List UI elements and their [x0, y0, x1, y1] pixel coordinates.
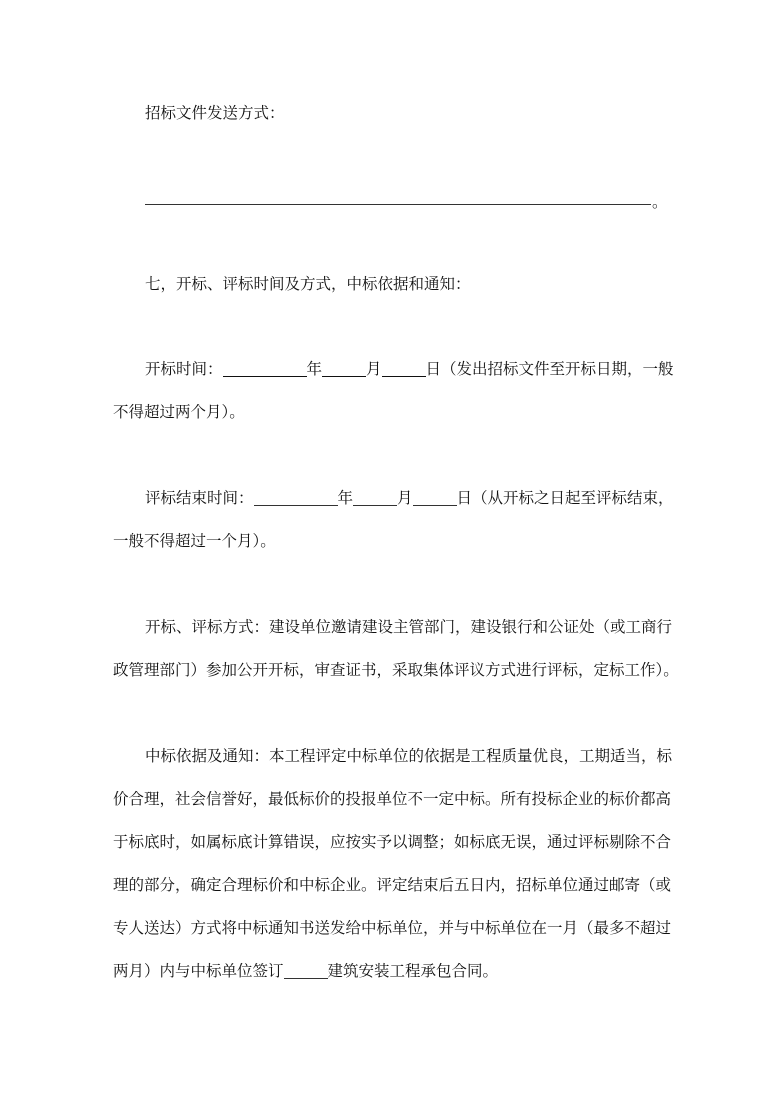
method-paragraph-line-1: 开标、评标方式：建设单位邀请建设主管部门，建设银行和公证处（或工商行: [145, 618, 673, 636]
eval-end-year-label: 年: [337, 489, 354, 507]
open-time-note-cont: 不得超过两个月）。: [113, 403, 245, 421]
method-paragraph-line-2: 政管理部门）参加公开开标，审查证书，采取集体评议方式进行评标，定标工作）。: [113, 661, 679, 679]
eval-end-day-note: 日（从开标之日起至评标结束，: [456, 489, 674, 507]
eval-end-year-blank: [254, 489, 338, 506]
eval-end-label: 评标结束时间：: [145, 489, 254, 507]
basis-paragraph-line-2: 价合理，社会信誉好，最低标价的投报单位不一定中标。所有投标企业的标价都高: [113, 790, 672, 808]
open-time-year-blank: [223, 360, 307, 377]
basis-paragraph-line-4: 理的部分，确定合理标价和中标企业。评定结束后五日内，招标单位通过邮寄（或: [113, 876, 672, 894]
eval-end-month-label: 月: [397, 489, 413, 507]
section-seven-heading: 七，开标、评标时间及方式，中标依据和通知：: [145, 275, 471, 293]
open-time-day-note: 日（发出招标文件至开标日期，一般: [425, 360, 674, 378]
eval-end-day-blank: [413, 489, 457, 506]
basis-paragraph-line-6: [113, 961, 663, 981]
open-time-label: 开标时间：: [145, 360, 223, 378]
open-time-year-label: 年: [306, 360, 323, 378]
open-time-day-blank: [382, 360, 426, 377]
send-method-period: 。: [652, 193, 668, 211]
open-time-month-label: 月: [366, 360, 382, 378]
send-method-blank-line: [145, 204, 651, 205]
eval-end-month-blank: [353, 489, 397, 506]
open-time-line: [113, 359, 695, 379]
contract-blank: [284, 962, 328, 979]
contract-text-post: 建筑安装工程承包合同。: [327, 962, 499, 980]
contract-text-pre: 两月）内与中标单位签订: [113, 962, 284, 980]
basis-paragraph-line-1: 中标依据及通知：本工程评定中标单位的依据是工程质量优良，工期适当，标: [145, 747, 673, 765]
basis-paragraph-line-3: 于标底时，如属标底计算错误，应按实予以调整；如标底无误，通过评标剔除不合: [113, 833, 672, 851]
eval-end-note-cont: 一般不得超过一个月）。: [113, 532, 276, 550]
open-time-month-blank: [322, 360, 366, 377]
send-method-label: 招标文件发送方式：: [145, 104, 285, 122]
eval-end-line: [113, 488, 695, 508]
basis-paragraph-line-5: 专人送达）方式将中标通知书送发给中标单位，并与中标单位在一月（最多不超过: [113, 919, 672, 937]
